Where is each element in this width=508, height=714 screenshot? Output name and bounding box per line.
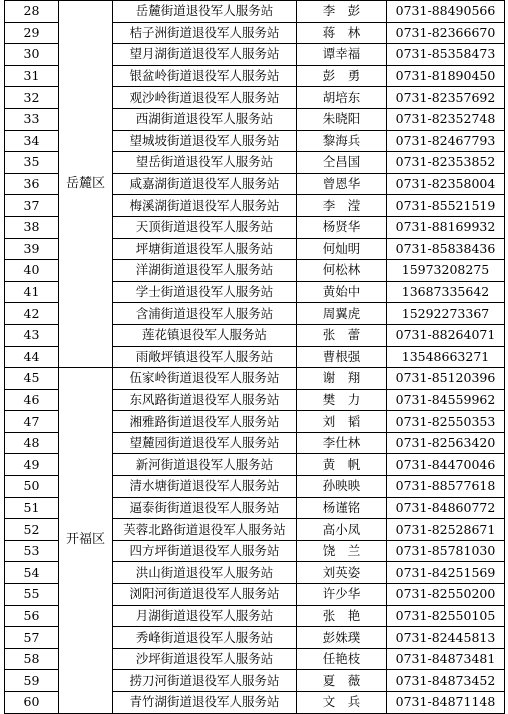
- cell-phone: 0731-84860772: [387, 497, 505, 519]
- cell-station: 望岳街道退役军人服务站: [113, 152, 297, 174]
- cell-contact: 仝昌国: [297, 152, 387, 174]
- cell-no: 53: [5, 540, 59, 562]
- cell-contact: 胡培东: [297, 87, 387, 109]
- cell-contact: 杨贤华: [297, 216, 387, 238]
- cell-station: 西湖街道退役军人服务站: [113, 108, 297, 130]
- cell-no: 52: [5, 519, 59, 541]
- cell-contact: 何松林: [297, 260, 387, 282]
- cell-no: 56: [5, 605, 59, 627]
- cell-no: 45: [5, 368, 59, 390]
- cell-no: 36: [5, 173, 59, 195]
- cell-phone: 0731-88169932: [387, 216, 505, 238]
- table-row: [5, 368, 505, 390]
- cell-no: 39: [5, 238, 59, 260]
- cell-station: 银盆岭街道退役军人服务站: [113, 65, 297, 87]
- cell-station: 湘雅路街道退役军人服务站: [113, 411, 297, 433]
- cell-phone: 0731-82357692: [387, 87, 505, 109]
- cell-phone: 0731-82366670: [387, 22, 505, 44]
- cell-contact: 何灿明: [297, 238, 387, 260]
- cell-no: 51: [5, 497, 59, 519]
- cell-contact: 黎海兵: [297, 130, 387, 152]
- district-cell: 开福区: [59, 368, 113, 714]
- cell-contact: 高小凤: [297, 519, 387, 541]
- cell-phone: 0731-84559962: [387, 389, 505, 411]
- cell-no: 37: [5, 195, 59, 217]
- cell-station: 月湖街道退役军人服务站: [113, 605, 297, 627]
- cell-contact: 朱晓阳: [297, 108, 387, 130]
- cell-no: 46: [5, 389, 59, 411]
- cell-phone: 0731-85358473: [387, 44, 505, 66]
- cell-contact: 孙映映: [297, 476, 387, 498]
- cell-contact: 曹根强: [297, 346, 387, 368]
- cell-station: 天顶街道退役军人服务站: [113, 216, 297, 238]
- cell-phone: 0731-88577618: [387, 476, 505, 498]
- cell-no: 29: [5, 22, 59, 44]
- cell-contact: 夏 薇: [297, 670, 387, 692]
- cell-contact: 谢 翔: [297, 368, 387, 390]
- cell-no: 54: [5, 562, 59, 584]
- cell-phone: 0731-82563420: [387, 432, 505, 454]
- cell-phone: 0731-82528671: [387, 519, 505, 541]
- cell-contact: 任艳枝: [297, 648, 387, 670]
- cell-station: 清水塘街道退役军人服务站: [113, 476, 297, 498]
- cell-station: 咸嘉湖街道退役军人服务站: [113, 173, 297, 195]
- cell-phone: 0731-84470046: [387, 454, 505, 476]
- cell-no: 55: [5, 584, 59, 606]
- cell-no: 47: [5, 411, 59, 433]
- cell-no: 49: [5, 454, 59, 476]
- cell-phone: 0731-85781030: [387, 540, 505, 562]
- cell-phone: 0731-84873481: [387, 648, 505, 670]
- cell-phone: 0731-82550353: [387, 411, 505, 433]
- cell-phone: 0731-84871148: [387, 692, 505, 714]
- cell-phone: 0731-88490566: [387, 1, 505, 23]
- cell-contact: 李 彭: [297, 1, 387, 23]
- cell-contact: 彭姝璞: [297, 627, 387, 649]
- cell-station: 芙蓉北路街道退役军人服务站: [113, 519, 297, 541]
- cell-no: 42: [5, 303, 59, 325]
- cell-station: 莲花镇退役军人服务站: [113, 324, 297, 346]
- cell-station: 洪山街道退役军人服务站: [113, 562, 297, 584]
- cell-phone: 0731-81890450: [387, 65, 505, 87]
- table-body: [5, 1, 505, 714]
- table-row: [5, 1, 505, 23]
- cell-contact: 李 滢: [297, 195, 387, 217]
- cell-phone: 0731-85120396: [387, 368, 505, 390]
- cell-contact: 许少华: [297, 584, 387, 606]
- cell-no: 50: [5, 476, 59, 498]
- cell-phone: 0731-82550200: [387, 584, 505, 606]
- cell-station: 伍家岭街道退役军人服务站: [113, 368, 297, 390]
- cell-station: 桔子洲街道退役军人服务站: [113, 22, 297, 44]
- cell-phone: 0731-88264071: [387, 324, 505, 346]
- district-cell: 岳麓区: [59, 1, 113, 368]
- cell-no: 31: [5, 65, 59, 87]
- cell-station: 含浦街道退役军人服务站: [113, 303, 297, 325]
- cell-station: 观沙岭街道退役军人服务站: [113, 87, 297, 109]
- cell-phone: 0731-82467793: [387, 130, 505, 152]
- cell-phone: 0731-82445813: [387, 627, 505, 649]
- cell-station: 新河街道退役军人服务站: [113, 454, 297, 476]
- cell-phone: 13548663271: [387, 346, 505, 368]
- cell-contact: 谭幸福: [297, 44, 387, 66]
- cell-contact: 周翼虎: [297, 303, 387, 325]
- cell-station: 望城坡街道退役军人服务站: [113, 130, 297, 152]
- cell-station: 东风路街道退役军人服务站: [113, 389, 297, 411]
- cell-station: 逼泰街街道退役军人服务站: [113, 497, 297, 519]
- cell-station: 坪塘街道退役军人服务站: [113, 238, 297, 260]
- cell-phone: 0731-82358004: [387, 173, 505, 195]
- cell-no: 57: [5, 627, 59, 649]
- cell-no: 34: [5, 130, 59, 152]
- cell-phone: 0731-84873452: [387, 670, 505, 692]
- cell-no: 43: [5, 324, 59, 346]
- cell-station: 雨敞坪镇退役军人服务站: [113, 346, 297, 368]
- cell-no: 33: [5, 108, 59, 130]
- cell-station: 梅溪湖街道退役军人服务站: [113, 195, 297, 217]
- cell-contact: 饶 兰: [297, 540, 387, 562]
- cell-no: 32: [5, 87, 59, 109]
- cell-no: 44: [5, 346, 59, 368]
- cell-phone: 15973208275: [387, 260, 505, 282]
- cell-station: 捞刀河街道退役军人服务站: [113, 670, 297, 692]
- cell-station: 沙坪街道退役军人服务站: [113, 648, 297, 670]
- cell-no: 28: [5, 1, 59, 23]
- cell-no: 58: [5, 648, 59, 670]
- cell-phone: 0731-82550105: [387, 605, 505, 627]
- cell-no: 60: [5, 692, 59, 714]
- cell-no: 41: [5, 281, 59, 303]
- cell-phone: 0731-82353852: [387, 152, 505, 174]
- cell-contact: 曾恩华: [297, 173, 387, 195]
- cell-contact: 黄始中: [297, 281, 387, 303]
- cell-phone: 0731-84251569: [387, 562, 505, 584]
- cell-no: 38: [5, 216, 59, 238]
- cell-contact: 杨谨铭: [297, 497, 387, 519]
- cell-contact: 李仕林: [297, 432, 387, 454]
- cell-contact: 张 蕾: [297, 324, 387, 346]
- cell-contact: 刘 韬: [297, 411, 387, 433]
- cell-contact: 樊 力: [297, 389, 387, 411]
- cell-station: 青竹湖街道退役军人服务站: [113, 692, 297, 714]
- cell-station: 望麓园街道退役军人服务站: [113, 432, 297, 454]
- cell-phone: 0731-85521519: [387, 195, 505, 217]
- cell-no: 30: [5, 44, 59, 66]
- cell-station: 望月湖街道退役军人服务站: [113, 44, 297, 66]
- service-station-table: [4, 0, 505, 714]
- cell-contact: 彭 勇: [297, 65, 387, 87]
- cell-phone: 15292273367: [387, 303, 505, 325]
- cell-station: 四方坪街道退役军人服务站: [113, 540, 297, 562]
- cell-no: 59: [5, 670, 59, 692]
- cell-no: 48: [5, 432, 59, 454]
- cell-contact: 黄 帆: [297, 454, 387, 476]
- cell-station: 浏阳河街道退役军人服务站: [113, 584, 297, 606]
- cell-contact: 文 兵: [297, 692, 387, 714]
- cell-station: 洋湖街道退役军人服务站: [113, 260, 297, 282]
- cell-phone: 0731-85838436: [387, 238, 505, 260]
- cell-station: 岳麓街道退役军人服务站: [113, 1, 297, 23]
- cell-station: 秀峰街道退役军人服务站: [113, 627, 297, 649]
- cell-no: 40: [5, 260, 59, 282]
- cell-no: 35: [5, 152, 59, 174]
- cell-contact: 张 艳: [297, 605, 387, 627]
- cell-phone: 0731-82352748: [387, 108, 505, 130]
- cell-contact: 刘英姿: [297, 562, 387, 584]
- cell-phone: 13687335642: [387, 281, 505, 303]
- cell-contact: 蒋 林: [297, 22, 387, 44]
- cell-station: 学士街道退役军人服务站: [113, 281, 297, 303]
